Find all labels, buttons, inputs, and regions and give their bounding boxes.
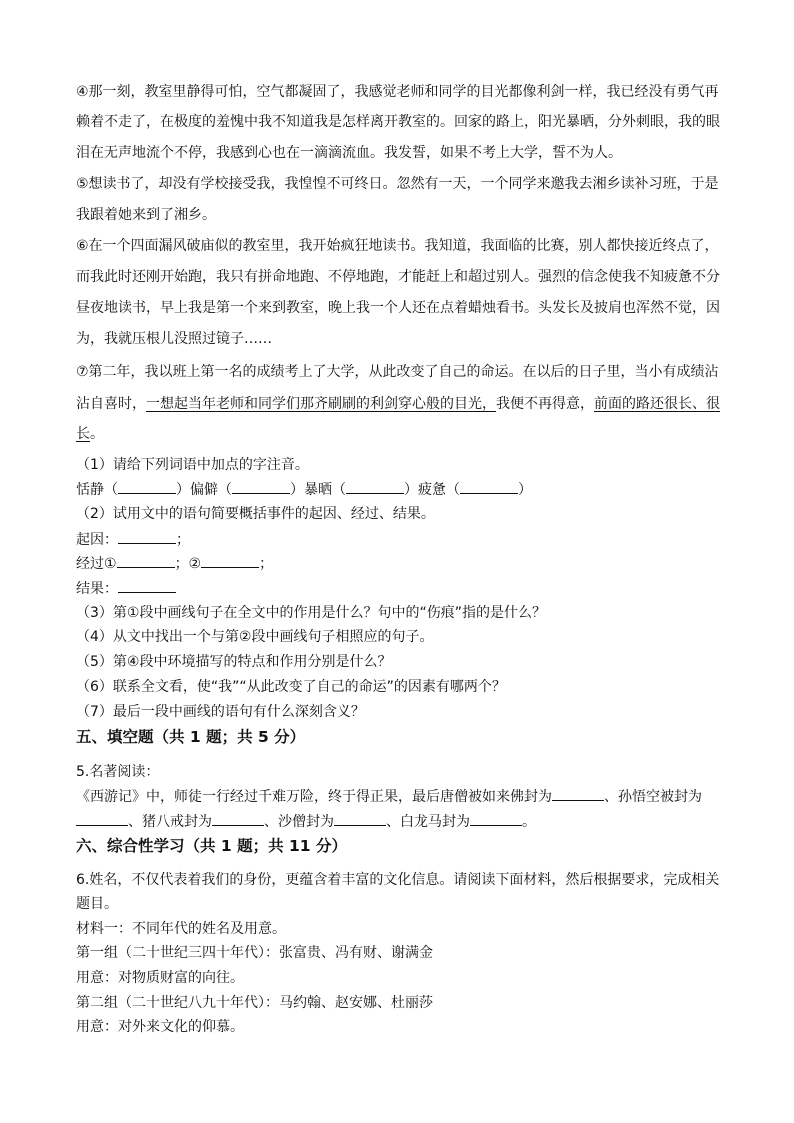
para7-text: 沾自喜时， xyxy=(76,396,146,412)
question-5: （5）第④段中环境描写的特点和作用分别是什么？ xyxy=(76,654,392,670)
para6-line2: 而我此时还刚开始跑，我只有拼命地跑、不停地跑，才能赶上和超过别人。强烈的信念使我不知疲惫不分 xyxy=(76,269,720,285)
question-1-words xyxy=(76,479,726,500)
word: ） xyxy=(518,482,532,498)
section-6-line4: 第一组（二十世纪三四十年代）：张富贵、冯有财、谢满金 xyxy=(76,945,433,961)
para5-line2: 我跟着她来到了湘乡。 xyxy=(76,207,216,223)
section-6-line6: 第二组（二十世纪八九十年代）：马约翰、赵安娜、杜丽莎 xyxy=(76,995,433,1011)
answer-blank[interactable] xyxy=(552,786,604,801)
question-4: （4）从文中找出一个与第②段中画线句子相照应的句子。 xyxy=(76,629,434,645)
section-6-line3: 材料一：不同年代的姓名及用意。 xyxy=(76,921,286,937)
punct: 。 xyxy=(522,814,536,830)
para4-line2: 赖着不走了，在极度的羞愧中我不知道我是怎样离开教室的。回家的路上，阳光暴晒，分外刺眼，我的眼 xyxy=(76,114,720,130)
answer-blank[interactable] xyxy=(117,553,175,568)
text: 、沙僧封为 xyxy=(264,814,334,830)
word: ）疲惫（ xyxy=(404,482,460,498)
para7-line2 xyxy=(76,394,726,414)
section-5-question-title: 5.名著阅读： xyxy=(76,764,160,780)
question-7: （7）最后一段中画线的语句有什么深刻含义？ xyxy=(76,704,365,720)
question-2-cause xyxy=(76,529,726,550)
section-5-line2 xyxy=(76,811,726,832)
section-6-line5: 用意：对物质财富的向往。 xyxy=(76,970,244,986)
para5-line1: ⑤想读书了，却没有学校接受我，我惶惶不可终日。忽然有一天，一个同学来邀我去湘乡读补习班，于是 xyxy=(76,176,719,192)
text: 、猪八戒封为 xyxy=(128,814,212,830)
answer-blank[interactable] xyxy=(460,479,518,494)
section-5-heading: 五、填空题（共 1 题；共 5 分） xyxy=(76,728,306,746)
label: 起因： xyxy=(76,532,118,548)
text: 、孙悟空被封为 xyxy=(604,789,702,805)
answer-blank[interactable] xyxy=(232,479,290,494)
question-2-result xyxy=(76,578,726,599)
word: ）偏僻（ xyxy=(176,482,232,498)
question-2-process xyxy=(76,553,726,574)
para6-line4: 为，我就压根儿没照过镜子…… xyxy=(76,331,272,347)
word: 恬静（ xyxy=(76,482,118,498)
answer-blank[interactable] xyxy=(470,811,522,826)
label: 经过① xyxy=(76,556,117,572)
section-5-line1 xyxy=(76,786,726,807)
punct: ； xyxy=(259,556,274,572)
para4-line3: 泪在无声地流个不停，我感到心也在一滴滴流血。我发誓，如果不考上大学，誓不为人。 xyxy=(76,145,622,161)
question-3: （3）第①段中画线句子在全文中的作用是什么？句中的“伤痕”指的是什么？ xyxy=(76,605,546,621)
question-6: （6）联系全文看，使“我”“从此改变了自己的命运”的因素有哪两个？ xyxy=(76,679,506,695)
para7-text: 我便不再得意， xyxy=(496,396,594,412)
section-6-heading: 六、综合性学习（共 1 题；共 11 分） xyxy=(76,837,347,855)
answer-blank[interactable] xyxy=(212,811,264,826)
question-1: （1）请给下列词语中加点的字注音。 xyxy=(76,457,309,473)
para7-line1: ⑦第二年，我以班上第一名的成绩考上了大学，从此改变了自己的命运。在以后的日子里，当小有成绩沾 xyxy=(76,364,719,380)
answer-blank[interactable] xyxy=(118,529,176,544)
answer-blank[interactable] xyxy=(201,553,259,568)
para6-line1: ⑥在一个四面漏风破庙似的教室里，我开始疯狂地读书。我知道，我面临的比赛，别人都快接近终点了， xyxy=(76,238,719,254)
question-2: （2）试用文中的语句简要概括事件的起因、经过、结果。 xyxy=(76,506,435,522)
text: 、白龙马封为 xyxy=(386,814,470,830)
para4-line1: ④那一刻，教室里静得可怕，空气都凝固了，我感觉老师和同学的目光都像利剑一样，我已经没有勇气再 xyxy=(76,84,719,100)
section-6-line2: 题目。 xyxy=(76,896,118,912)
label: ；② xyxy=(174,556,202,572)
para7-underlined-sentence: 长 xyxy=(76,426,90,442)
answer-blank[interactable] xyxy=(346,479,404,494)
answer-blank[interactable] xyxy=(334,811,386,826)
section-6-line1: 6.姓名，不仅代表着我们的身份，更蕴含着丰富的文化信息。请阅读下面材料，然后根据要求，完成相关 xyxy=(76,872,720,888)
text: 《西游记》中，师徒一行经过千难万险，终于得正果，最后唐僧被如来佛封为 xyxy=(76,789,552,805)
para7-line3 xyxy=(76,424,726,444)
label: 结果： xyxy=(76,581,118,597)
para7-underlined-sentence: 一想起当年老师和同学们那齐刷刷的利剑穿心般的目光， xyxy=(146,396,496,412)
para7-text: 。 xyxy=(90,426,104,442)
answer-blank[interactable] xyxy=(76,811,128,826)
para7-underlined-sentence: 前面的路还很长、很 xyxy=(594,396,720,412)
para6-line3: 昼夜地读书，早上我是第一个来到教室，晚上我一个人还在点着蜡烛看书。头发长及披肩也浑然不觉，因 xyxy=(76,300,720,316)
answer-blank[interactable] xyxy=(118,578,176,593)
word: ）暴晒（ xyxy=(290,482,346,498)
punct: ； xyxy=(176,532,190,548)
answer-blank[interactable] xyxy=(118,479,176,494)
section-6-line7: 用意：对外来文化的仰慕。 xyxy=(76,1019,244,1035)
